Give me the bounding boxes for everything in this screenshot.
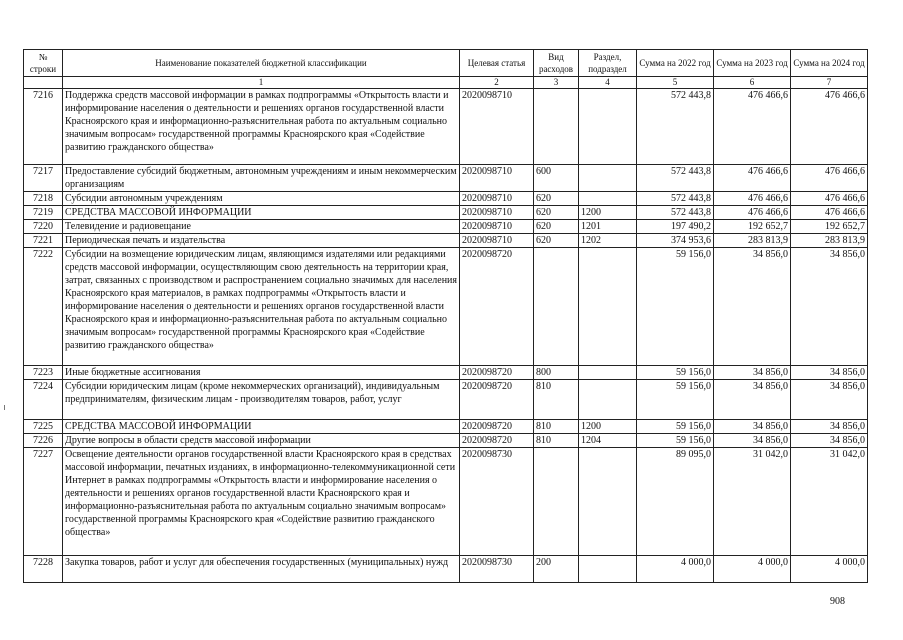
row-section: [579, 556, 637, 583]
row-name: СРЕДСТВА МАССОВОЙ ИНФОРМАЦИИ: [63, 420, 460, 434]
row-target-article: 2020098720: [460, 248, 534, 366]
row-name: Периодическая печать и издательства: [63, 234, 460, 248]
header-cell-sum-2024: Сумма на 2024 год: [791, 50, 868, 77]
column-number-cell: 1: [63, 77, 460, 89]
row-sum-2022: 572 443,8: [637, 165, 714, 192]
row-expense-type: 620: [534, 234, 579, 248]
row-target-article: 2020098710: [460, 89, 534, 165]
row-expense-type: 810: [534, 434, 579, 448]
row-section: [579, 248, 637, 366]
row-sum-2022: 59 156,0: [637, 380, 714, 420]
column-number-cell: 2: [460, 77, 534, 89]
header-cell-target-article: Целевая статья: [460, 50, 534, 77]
row-target-article: 2020098710: [460, 192, 534, 206]
column-number-cell: 3: [534, 77, 579, 89]
row-sum-2023: 34 856,0: [714, 248, 791, 366]
row-section: [579, 448, 637, 556]
row-number: 7216: [24, 89, 63, 165]
row-sum-2023: 283 813,9: [714, 234, 791, 248]
row-number: 7217: [24, 165, 63, 192]
row-section: [579, 89, 637, 165]
row-name: Поддержка средств массовой информации в рамках подпрограммы «Открытость власти и информирование населения о деятельности и решениях органов государственной власти Красноярского края и информационно-разъяснительная работа по актуальным социально значимым вопросам» государственной программы Красноярского края «Содействие развитию гражданского общества»: [63, 89, 460, 165]
row-target-article: 2020098710: [460, 206, 534, 220]
row-name: Иные бюджетные ассигнования: [63, 366, 460, 380]
row-expense-type: [534, 248, 579, 366]
row-target-article: 2020098710: [460, 165, 534, 192]
row-expense-type: 200: [534, 556, 579, 583]
row-sum-2022: 59 156,0: [637, 366, 714, 380]
row-name: Телевидение и радиовещание: [63, 220, 460, 234]
budget-table: [23, 49, 868, 583]
row-sum-2024: 34 856,0: [791, 248, 868, 366]
row-target-article: 2020098710: [460, 234, 534, 248]
row-name: Субсидии на возмещение юридическим лицам, являющимся издателями или редакциями средств массовой информации, осуществляющим свою деятельность на территории края, затрат, связанных с производством и распространением социально значимых для населения Красноярского края материалов, в рамках подпрограммы «Открытость власти и информирование населения о деятельности и решениях органов государственной власти Красноярского края и информационно-разъяснительная работа по актуальным социально значимым вопросам» государственной программы Красноярского края «Содействие развитию гражданского общества»: [63, 248, 460, 366]
row-expense-type: 620: [534, 220, 579, 234]
row-number: 7224: [24, 380, 63, 420]
row-sum-2022: 197 490,2: [637, 220, 714, 234]
header-cell-sum-2022: Сумма на 2022 год: [637, 50, 714, 77]
row-sum-2024: 283 813,9: [791, 234, 868, 248]
row-sum-2024: 34 856,0: [791, 420, 868, 434]
row-sum-2022: 59 156,0: [637, 434, 714, 448]
table-row: [24, 380, 868, 420]
row-name: Закупка товаров, работ и услуг для обеспечения государственных (муниципальных) нужд: [63, 556, 460, 583]
row-number: 7220: [24, 220, 63, 234]
row-sum-2023: 192 652,7: [714, 220, 791, 234]
row-section: 1200: [579, 420, 637, 434]
row-target-article: 2020098720: [460, 420, 534, 434]
row-sum-2023: 34 856,0: [714, 366, 791, 380]
row-sum-2022: 4 000,0: [637, 556, 714, 583]
table-row: [24, 234, 868, 248]
row-number: 7218: [24, 192, 63, 206]
row-target-article: 2020098720: [460, 366, 534, 380]
table-row: [24, 366, 868, 380]
row-sum-2023: 34 856,0: [714, 434, 791, 448]
table-row: [24, 248, 868, 366]
row-target-article: 2020098730: [460, 556, 534, 583]
table-row: [24, 220, 868, 234]
table-row: [24, 434, 868, 448]
row-number: 7227: [24, 448, 63, 556]
header-cell-sum-2023: Сумма на 2023 год: [714, 50, 791, 77]
row-sum-2024: 4 000,0: [791, 556, 868, 583]
row-name: Субсидии юридическим лицам (кроме некоммерческих организаций), индивидуальным предпринимателям, физическим лицам - производителям товаров, работ, услуг: [63, 380, 460, 420]
header-row: [24, 50, 868, 77]
row-number: 7222: [24, 248, 63, 366]
row-sum-2023: 476 466,6: [714, 192, 791, 206]
table-row: [24, 420, 868, 434]
table-row: [24, 448, 868, 556]
row-sum-2023: 34 856,0: [714, 380, 791, 420]
row-sum-2023: 476 466,6: [714, 89, 791, 165]
row-sum-2023: 4 000,0: [714, 556, 791, 583]
header-cell-number: № строки: [24, 50, 63, 77]
row-number: 7228: [24, 556, 63, 583]
row-name: СРЕДСТВА МАССОВОЙ ИНФОРМАЦИИ: [63, 206, 460, 220]
row-expense-type: 620: [534, 206, 579, 220]
row-target-article: 2020098720: [460, 434, 534, 448]
row-sum-2022: 89 095,0: [637, 448, 714, 556]
row-sum-2024: 31 042,0: [791, 448, 868, 556]
row-sum-2022: 572 443,8: [637, 192, 714, 206]
scan-artifact: [4, 405, 5, 410]
row-sum-2023: 31 042,0: [714, 448, 791, 556]
row-sum-2022: 59 156,0: [637, 248, 714, 366]
row-section: 1204: [579, 434, 637, 448]
row-number: 7219: [24, 206, 63, 220]
column-number-row: [24, 77, 868, 89]
row-sum-2024: 192 652,7: [791, 220, 868, 234]
row-section: 1202: [579, 234, 637, 248]
row-section: [579, 192, 637, 206]
column-number-cell: 5: [637, 77, 714, 89]
row-expense-type: [534, 89, 579, 165]
row-expense-type: [534, 448, 579, 556]
row-target-article: 2020098710: [460, 220, 534, 234]
table-row: [24, 556, 868, 583]
row-sum-2024: 34 856,0: [791, 366, 868, 380]
row-number: 7226: [24, 434, 63, 448]
table-row: [24, 206, 868, 220]
row-sum-2024: 476 466,6: [791, 165, 868, 192]
column-number-cell: 7: [791, 77, 868, 89]
row-sum-2024: 476 466,6: [791, 89, 868, 165]
row-sum-2023: 34 856,0: [714, 420, 791, 434]
row-section: [579, 165, 637, 192]
row-name: Субсидии автономным учреждениям: [63, 192, 460, 206]
row-sum-2022: 59 156,0: [637, 420, 714, 434]
row-section: [579, 366, 637, 380]
row-expense-type: 800: [534, 366, 579, 380]
row-target-article: 2020098730: [460, 448, 534, 556]
row-name: Предоставление субсидий бюджетным, автономным учреждениям и иным некоммерческим организациям: [63, 165, 460, 192]
row-sum-2024: 476 466,6: [791, 206, 868, 220]
row-number: 7225: [24, 420, 63, 434]
row-expense-type: 620: [534, 192, 579, 206]
table-row: [24, 165, 868, 192]
row-sum-2023: 476 466,6: [714, 165, 791, 192]
row-name: Освещение деятельности органов государственной власти Красноярского края в средствах массовой информации, печатных изданиях, в информационно-телекоммуникационной сети Интернет в рамках подпрограммы «Открытость власти и информирование населения о деятельности и решениях органов государственной власти Красноярского края и информационно-разъяснительная работа по актуальным социально значимым вопросам» государственной программы Красноярского края «Содействие развитию гражданского общества»: [63, 448, 460, 556]
row-sum-2022: 374 953,6: [637, 234, 714, 248]
table-row: [24, 192, 868, 206]
row-expense-type: 810: [534, 380, 579, 420]
row-section: 1200: [579, 206, 637, 220]
row-sum-2022: 572 443,8: [637, 206, 714, 220]
column-number-cell: 6: [714, 77, 791, 89]
row-target-article: 2020098720: [460, 380, 534, 420]
row-sum-2022: 572 443,8: [637, 89, 714, 165]
header-cell-name: Наименование показателей бюджетной классификации: [63, 50, 460, 77]
row-section: 1201: [579, 220, 637, 234]
row-sum-2024: 476 466,6: [791, 192, 868, 206]
row-sum-2024: 34 856,0: [791, 434, 868, 448]
row-sum-2023: 476 466,6: [714, 206, 791, 220]
row-expense-type: 810: [534, 420, 579, 434]
row-sum-2024: 34 856,0: [791, 380, 868, 420]
table-row: [24, 89, 868, 165]
header-cell-expense-type: Вид расходов: [534, 50, 579, 77]
header-cell-section: Раздел, подраздел: [579, 50, 637, 77]
column-number-cell: [24, 77, 63, 89]
page-number: 908: [830, 596, 845, 607]
row-section: [579, 380, 637, 420]
row-number: 7223: [24, 366, 63, 380]
column-number-cell: 4: [579, 77, 637, 89]
row-expense-type: 600: [534, 165, 579, 192]
row-name: Другие вопросы в области средств массовой информации: [63, 434, 460, 448]
row-number: 7221: [24, 234, 63, 248]
